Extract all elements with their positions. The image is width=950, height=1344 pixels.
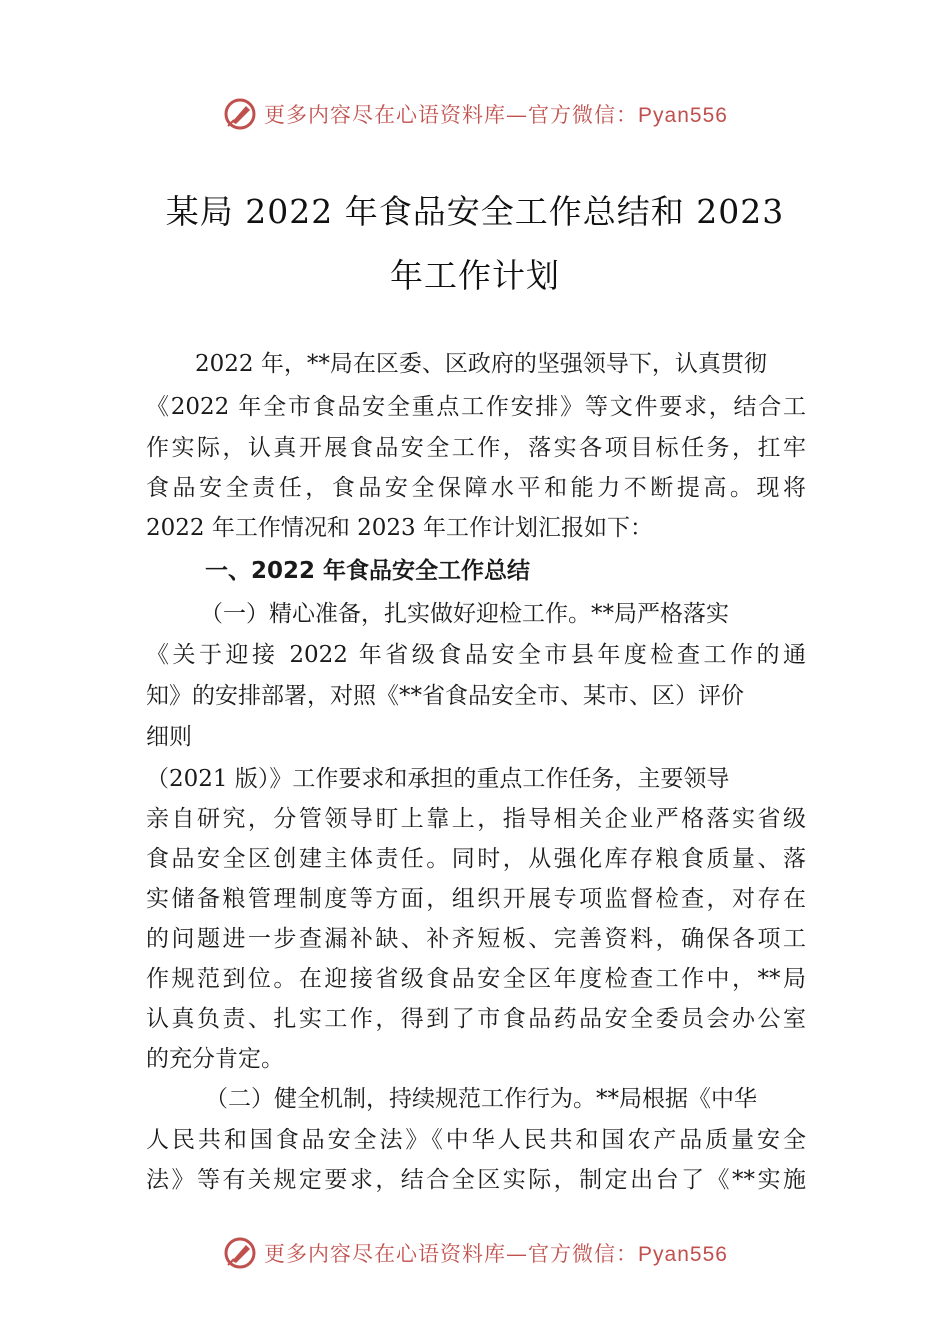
body-line: 食品安全区创建主体责任。同时，从强化库存粮食质量、落 [146, 846, 806, 872]
body-line: 食品安全责任，食品安全保障水平和能力不断提高。现将 [146, 475, 806, 501]
body-line: 2022 年，**局在区委、区政府的坚强领导下，认真贯彻 [195, 351, 767, 377]
pen-logo-icon [222, 96, 258, 132]
body-line: 作规范到位。在迎接省级食品安全区年度检查工作中，**局 [146, 966, 806, 992]
body-line: 亲自研究，分管领导盯上靠上，指导相关企业严格落实省级 [146, 806, 806, 832]
body-line: （二）健全机制，持续规范工作行为。**局根据《中华 [205, 1086, 757, 1112]
body-line: 《2022 年全市食品安全重点工作安排》等文件要求，结合工 [146, 394, 806, 420]
pen-logo-icon [222, 1235, 258, 1271]
body-line: 的问题进一步查漏补缺、补齐短板、完善资料，确保各项工 [146, 926, 806, 952]
banner-account: Pyan556 [638, 104, 728, 127]
body-line: 人民共和国食品安全法》《中华人民共和国农产品质量安全 [146, 1127, 806, 1153]
body-line: 2022 年工作情况和 2023 年工作计划汇报如下： [146, 515, 653, 541]
body-line: 的充分肯定。 [146, 1046, 284, 1072]
document-title-line-2: 年工作计划 [390, 256, 560, 295]
footer-banner [0, 1233, 950, 1273]
body-line: 作实际，认真开展食品安全工作，落实各项目标任务，扛牢 [146, 435, 806, 461]
body-line: （一）精心准备，扎实做好迎检工作。**局严格落实 [200, 601, 729, 627]
banner-text: 更多内容尽在心语资料库—官方微信：Pyan556 [264, 103, 728, 127]
body-line: 知》的安排部署，对照《**省食品安全市、某市、区）评价 [146, 683, 744, 709]
body-line: （2021 版）》工作要求和承担的重点工作任务，主要领导 [146, 766, 730, 792]
banner-account: Pyan556 [638, 1243, 728, 1266]
document-title-line-1: 某局 2022 年食品安全工作总结和 2023 [165, 192, 785, 231]
header-banner [0, 94, 950, 134]
body-line: 实储备粮管理制度等方面，组织开展专项监督检查，对存在 [146, 886, 806, 912]
section-heading: 一、2022 年食品安全工作总结 [205, 558, 531, 584]
banner-text: 更多内容尽在心语资料库—官方微信：Pyan556 [264, 1242, 728, 1266]
body-line: 《关于迎接 2022 年省级食品安全市县年度检查工作的通 [146, 642, 806, 668]
body-line: 法》等有关规定要求，结合全区实际，制定出台了《**实施 [146, 1167, 806, 1193]
body-line: 细则 [146, 724, 192, 750]
body-line: 认真负责、扎实工作，得到了市食品药品安全委员会办公室 [146, 1006, 806, 1032]
